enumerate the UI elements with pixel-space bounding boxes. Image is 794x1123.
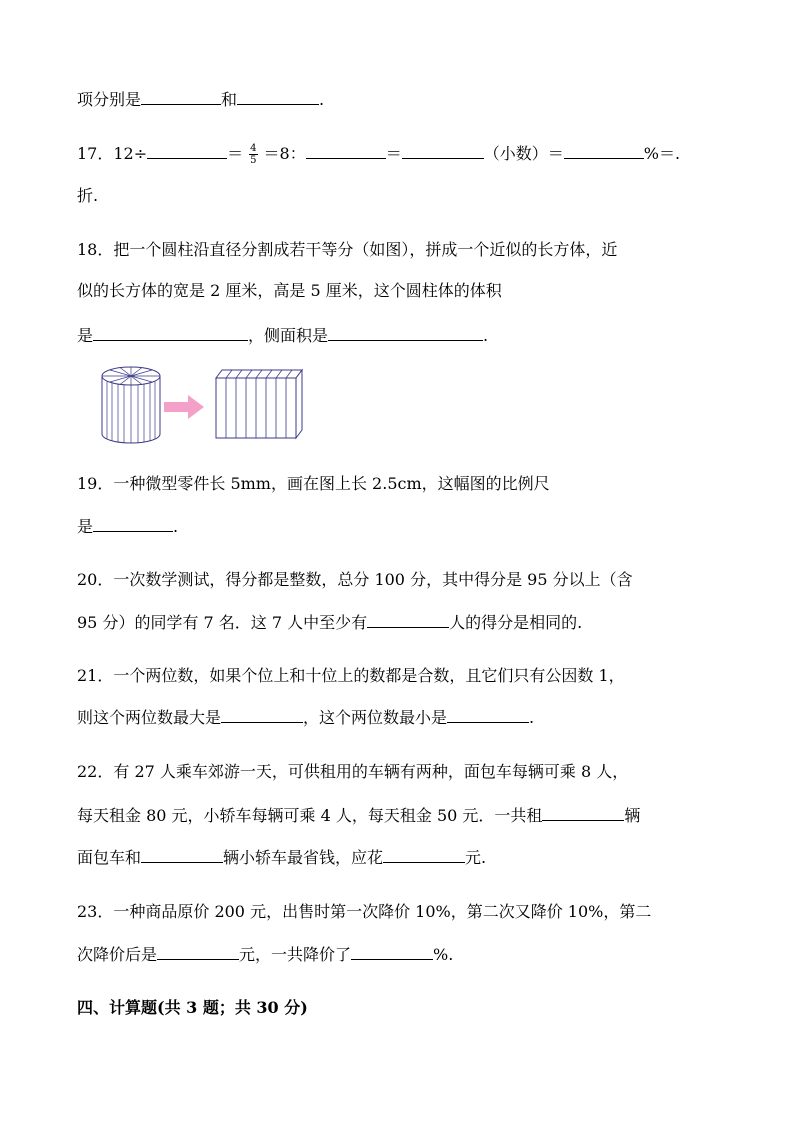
text: %＝ [643, 144, 675, 163]
text: 95 分）的同学有 7 名．这 7 人中至少有 [77, 613, 368, 632]
question-22 [77, 762, 628, 782]
cylinder-to-cuboid-figure [98, 362, 308, 448]
text: 19．一种微型零件长 5mm，画在图上长 2.5cm，这幅图的比例尺 [77, 474, 550, 493]
question-23-line2 [77, 943, 453, 965]
question-23 [77, 902, 651, 922]
text: 元，一共降价了 [239, 945, 352, 964]
text: 折. [77, 186, 99, 205]
answer-blank[interactable] [328, 324, 483, 341]
question-17-cont [77, 186, 98, 206]
text: 辆 [624, 806, 641, 825]
text: （小数）＝ [483, 144, 564, 163]
text: 17．12÷ [77, 144, 148, 163]
answer-blank[interactable] [237, 88, 319, 105]
text: ＝ [385, 144, 402, 163]
text: 18．把一个圆柱沿直径分割成若干等分（如图），拼成一个近似的长方体，近 [77, 240, 618, 259]
question-18-line3 [77, 324, 488, 346]
question-20 [77, 570, 633, 590]
answer-blank[interactable] [93, 515, 173, 532]
text: . [319, 90, 325, 109]
text: . [674, 144, 681, 163]
line-q16-tail [77, 88, 324, 110]
answer-blank[interactable] [383, 846, 465, 863]
answer-blank[interactable] [141, 88, 221, 105]
answer-blank[interactable] [367, 611, 449, 628]
text: 面包车和 [77, 848, 142, 867]
text: ＝ [227, 144, 244, 163]
text: %. [433, 945, 454, 964]
answer-blank[interactable] [402, 142, 484, 159]
answer-blank[interactable] [564, 142, 644, 159]
text: 每天租金 80 元，小轿车每辆可乘 4 人，每天租金 50 元．一共租 [77, 806, 543, 825]
text: ＝8： [263, 144, 306, 163]
text: 人的得分是相同的. [449, 613, 583, 632]
fraction-denominator: 5 [250, 155, 257, 166]
text: 23．一种商品原价 200 元，出售时第一次降价 10%，第二次又降价 10%，第二 [77, 902, 652, 921]
text: . [529, 708, 535, 727]
text: ，侧面积是 [248, 326, 329, 345]
text: 是 [77, 326, 94, 345]
answer-blank[interactable] [306, 142, 386, 159]
arrow-icon [164, 395, 204, 419]
fraction-numerator: 4 [250, 143, 257, 154]
answer-blank[interactable] [221, 706, 303, 723]
cuboid-shape [216, 370, 302, 438]
question-17 [77, 142, 680, 166]
answer-blank[interactable] [141, 846, 223, 863]
text: 次降价后是 [77, 945, 158, 964]
text: 21．一个两位数，如果个位上和十位上的数都是合数，且它们只有公因数 1， [77, 666, 625, 685]
text: 和 [221, 90, 238, 109]
text: 元. [465, 848, 487, 867]
question-18 [77, 240, 617, 260]
text: ，这个两位数最小是 [303, 708, 448, 727]
text: 似的长方体的宽是 2 厘米，高是 5 厘米，这个圆柱体的体积 [77, 281, 502, 300]
text: 辆小轿车最省钱，应花 [223, 848, 384, 867]
text: 是 [77, 517, 94, 536]
answer-blank[interactable] [351, 943, 433, 960]
text: 项分别是 [77, 90, 142, 109]
answer-blank[interactable] [93, 324, 248, 341]
question-21-line2 [77, 706, 534, 728]
question-19 [77, 474, 550, 494]
question-20-line2 [77, 611, 582, 633]
text: 20．一次数学测试，得分都是整数，总分 100 分，其中得分是 95 分以上（含 [77, 570, 633, 589]
question-18-line2 [77, 281, 502, 301]
answer-blank[interactable] [447, 706, 529, 723]
text: 22．有 27 人乘车郊游一天，可供租用的车辆有两种，面包车每辆可乘 8 人， [77, 762, 629, 781]
cylinder-shape [102, 367, 160, 443]
question-19-line2 [77, 515, 178, 537]
text: 则这个两位数最大是 [77, 708, 222, 727]
question-22-line2 [77, 804, 640, 826]
text: . [173, 517, 179, 536]
question-22-line3 [77, 846, 486, 868]
answer-blank[interactable] [542, 804, 624, 821]
question-21 [77, 666, 625, 686]
answer-blank[interactable] [147, 142, 227, 159]
text: . [483, 326, 489, 345]
answer-blank[interactable] [157, 943, 239, 960]
fraction [249, 143, 257, 166]
section-heading: 四、计算题(共 3 题；共 30 分) [77, 998, 308, 1017]
